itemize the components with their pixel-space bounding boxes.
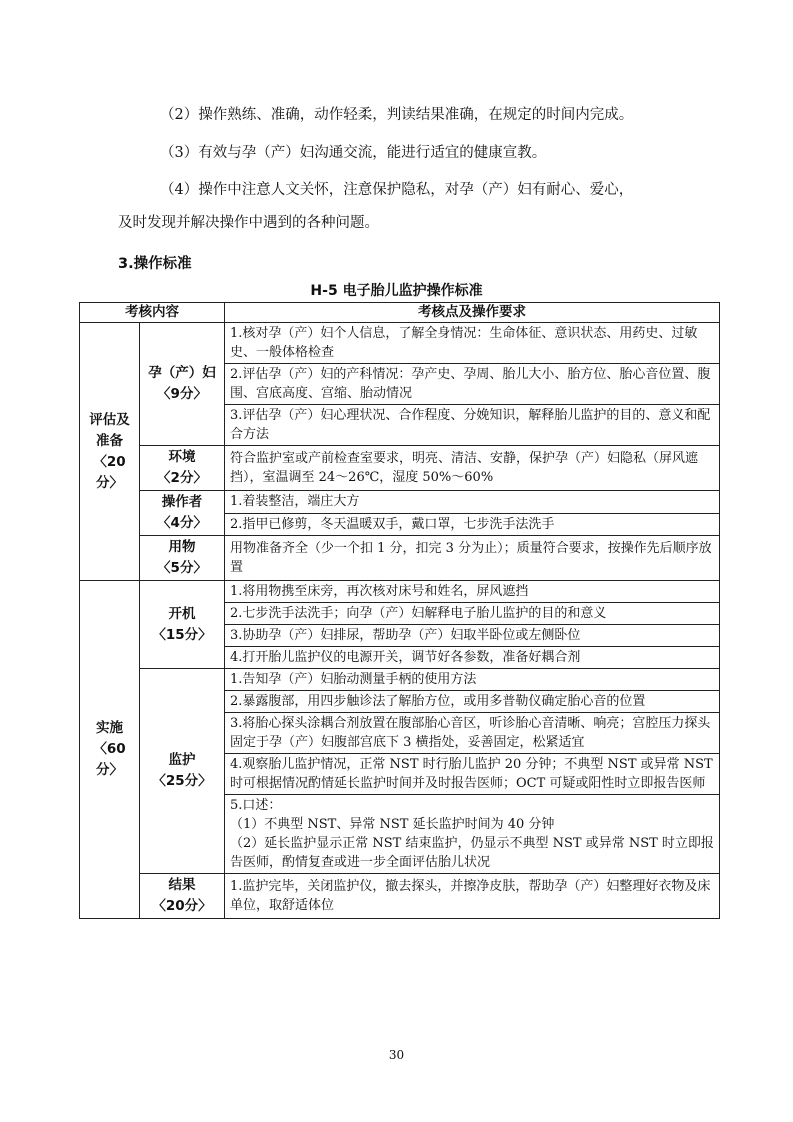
requirement-cell: 3.评估孕（产）妇心理状况、合作程度、分娩知识，解释胎儿监护的目的、意义和配合方法 [225, 405, 720, 446]
requirement-cell: 1.着装整洁，端庄大方 [225, 491, 720, 514]
header-assessment-requirements: 考核点及操作要求 [225, 303, 720, 323]
subcategory-cell: 监护 〈25分〉 [140, 669, 225, 874]
paragraph-4-line-1: （4）操作中注意人文关怀，注意保护隐私，对孕（产）妇有耐心、爱心， [160, 182, 634, 198]
requirement-cell: 1.监护完毕，关闭监护仪，撤去探头，并擦净皮肤，帮助孕（产）妇整理好衣物及床单位，取舒适体位 [225, 874, 720, 919]
requirement-cell: 5.口述： （1）不典型 NST、异常 NST 延长监护时间为 40 分钟 （2）延长监护显示正常 NST 结束监护，仍显示不典型 NST 或异常 NST 时立即报告医师，酌情复查或进一步全面评估胎儿状况 [225, 795, 720, 874]
requirement-cell: 1.告知孕（产）妇胎动测量手柄的使用方法 [225, 669, 720, 691]
table-row [80, 446, 720, 491]
section-heading: 3.操作标准 [118, 256, 192, 272]
category-cell: 评估及 准备 〈20分〉 [80, 323, 140, 581]
paragraph-4-line-2: 及时发现并解决操作中遇到的各种问题。 [118, 215, 379, 231]
subcategory-cell: 环境 〈2分〉 [140, 446, 225, 491]
paragraph-2: （2）操作熟练、准确，动作轻柔，判读结果准确，在规定的时间内完成。 [160, 107, 634, 123]
subcategory-cell: 结果 〈20分〉 [140, 874, 225, 919]
table-row [80, 669, 720, 691]
requirement-cell: 3.协助孕（产）妇排尿，帮助孕（产）妇取半卧位或左侧卧位 [225, 625, 720, 647]
paragraph-3: （3）有效与孕（产）妇沟通交流，能进行适宜的健康宣教。 [160, 145, 547, 161]
operation-standard-table [79, 302, 720, 919]
page-number: 30 [388, 1048, 405, 1062]
table-row [80, 536, 720, 581]
requirement-cell: 2.评估孕（产）妇的产科情况：孕产史、孕周、胎儿大小、胎方位、胎心音位置、腹围、宫底高度、宫缩、胎动情况 [225, 364, 720, 405]
requirement-cell: 2.暴露腹部，用四步触诊法了解胎方位，或用多普勒仪确定胎心音的位置 [225, 691, 720, 713]
subcategory-cell: 操作者 〈4分〉 [140, 491, 225, 536]
requirement-cell: 1.核对孕（产）妇个人信息，了解全身情况：生命体征、意识状态、用药史、过敏史、一般体格检查 [225, 323, 720, 364]
requirement-cell: 符合监护室或产前检查室要求，明亮、清洁、安静，保护孕（产）妇隐私（屏风遮挡），室温调至 24～26℃，湿度 50%～60% [225, 446, 720, 491]
table-row [80, 874, 720, 919]
subcategory-cell: 孕（产）妇 〈9分〉 [140, 323, 225, 446]
category-cell: 实施 〈60分〉 [80, 581, 140, 919]
requirement-cell: 用物准备齐全（少一个扣 1 分，扣完 3 分为止）；质量符合要求，按操作先后顺序放置 [225, 536, 720, 581]
table-row [80, 491, 720, 514]
table-title: H-5 电子胎儿监护操作标准 [310, 283, 483, 299]
requirement-cell: 3.将胎心探头涂耦合剂放置在腹部胎心音区，听诊胎心音清晰、响亮；宫腔压力探头固定于孕（产）妇腹部宫底下 3 横指处，妥善固定，松紧适宜 [225, 713, 720, 754]
table-row [80, 323, 720, 364]
table-header-row [80, 303, 720, 323]
requirement-cell: 4.打开胎儿监护仪的电源开关，调节好各参数，准备好耦合剂 [225, 647, 720, 669]
requirement-cell: 4.观察胎儿监护情况，正常 NST 时行胎儿监护 20 分钟；不典型 NST 或异常 NST 时可根据情况酌情延长监护时间并及时报告医师；OCT 可疑或阳性时立即报告医师 [225, 754, 720, 795]
table-row [80, 581, 720, 603]
requirement-cell: 2.七步洗手法洗手；向孕（产）妇解释电子胎儿监护的目的和意义 [225, 603, 720, 625]
header-assessment-content: 考核内容 [80, 303, 225, 323]
requirement-cell: 1.将用物携至床旁，再次核对床号和姓名，屏风遮挡 [225, 581, 720, 603]
subcategory-cell: 开机 〈15分〉 [140, 581, 225, 669]
subcategory-cell: 用物 〈5分〉 [140, 536, 225, 581]
requirement-cell: 2.指甲已修剪，冬天温暖双手，戴口罩，七步洗手法洗手 [225, 513, 720, 536]
